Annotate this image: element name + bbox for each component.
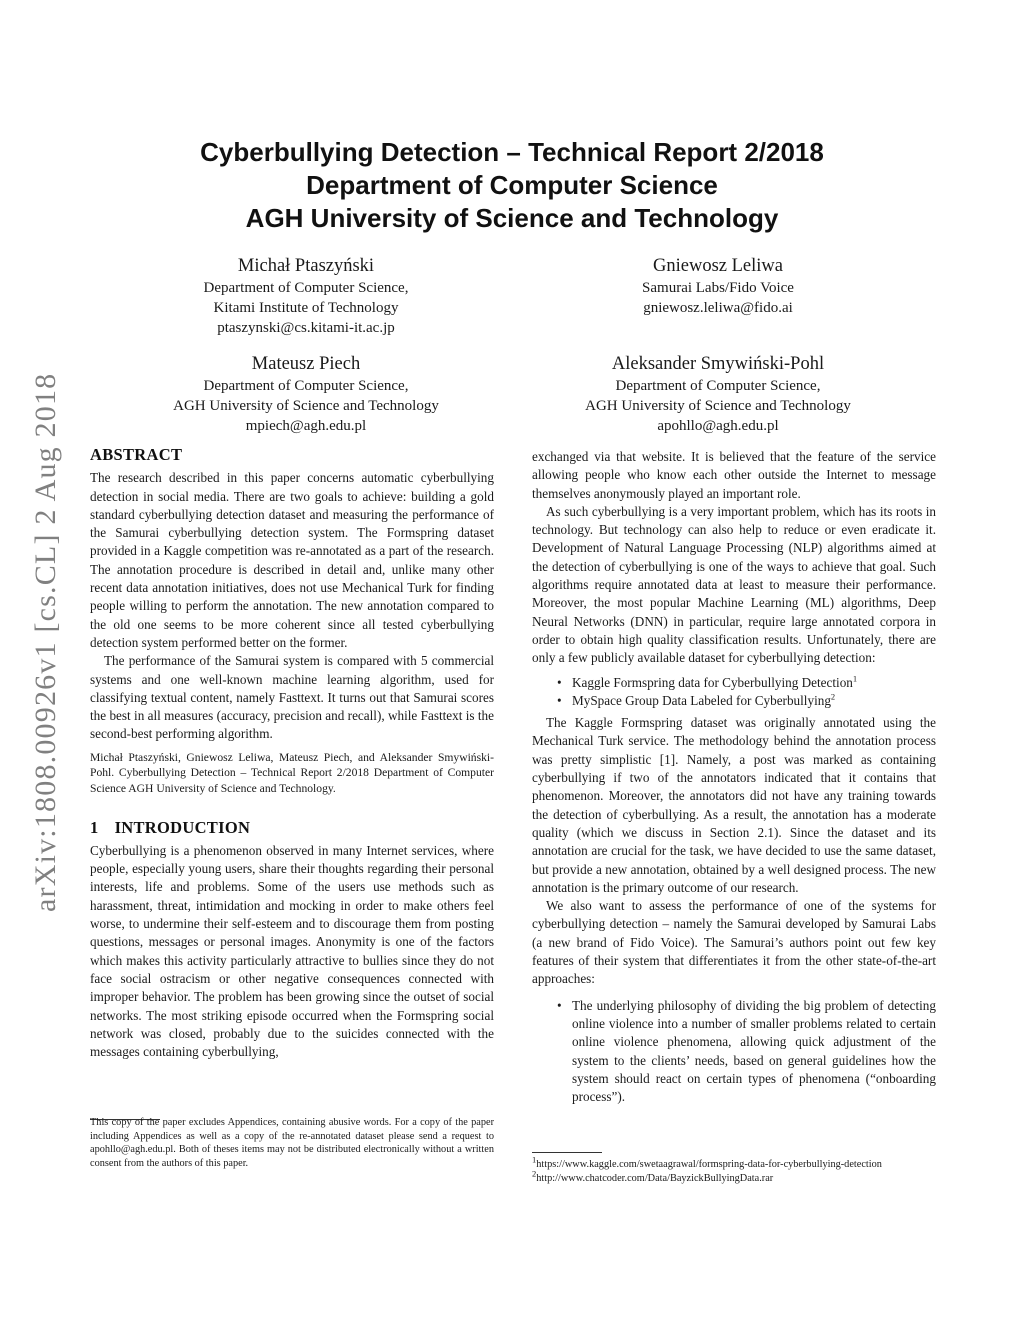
abstract-heading: ABSTRACT [90, 445, 183, 464]
footnote-link[interactable]: http://www.chatcoder.com/Data/BayzickBullyingData.rar [536, 1172, 774, 1184]
intro-paragraph: The Kaggle Formspring dataset was originally annotated using the Mechanical Turk service. The methodology behind the annotation process was pretty simplistic [1]. Namely, a post was marked as containing cyberbullying if two of the annotators indicated that it contains that phenomenon. Moreover, the annotators did not have any training towards the detection of cyberbullying. As a result, the annotation has a moderate quality (which we discuss in Section 2.1). Since the dataset and its annotation are crucial for the task, we have decided to use the same dataset, but provide a new annotation, obtained by a well designed process. The new annotation is the primary outcome of our research. [532, 715, 936, 895]
bullet-icon: • [557, 674, 562, 690]
footnote-copy-note: This copy of the paper excludes Appendices, containing abusive words. For a copy of the paper including Appendices as well as a copy of the re-annotated dataset please send a request to apohllo@agh.edu.pl. Both of theses items may not be distributed electronically without a written consent from the authors of this paper. [90, 1117, 494, 1169]
author-email[interactable]: mpiech@agh.edu.pl [245, 418, 367, 434]
abstract-paragraph: The performance of the Samurai system is compared with 5 commercial systems and one well-known machine learning algorithm, used for classifying textual content, namely Fasttext. It turns out that Samurai scores the best in all measures (accuracy, precision and recall), while Fasttext is the second-best performing algorithm. [90, 653, 494, 742]
paper-title [80, 136, 944, 235]
abstract-paragraph: The research described in this paper concerns automatic cyberbullying detection in social media. There are two goals to achieve: building a gold standard cyberbullying detection dataset and measuring the performance of the Samurai cyberbullying detection system. The Formspring dataset provided in a Kaggle competition was re-annotated as a part of the research. The annotation procedure is described in detail and, unlike many other recent data annotation initiatives, does not use Mechanical Turk for finding people willing to perform the annotation. The new annotation compared to the old one seems to be more coherent since all tested cyberbullying detection system performed better on the former. [90, 470, 494, 650]
right-column [532, 448, 936, 1106]
url-footnotes [532, 1154, 952, 1185]
section-title: INTRODUCTION [114, 817, 251, 837]
dataset-list [532, 674, 936, 711]
author-affiliation: Department of Computer Science, [615, 378, 821, 394]
author-affiliation: AGH University of Science and Technology [173, 398, 439, 414]
author-email[interactable]: gniewosz.leliwa@fido.ai [643, 300, 793, 316]
title-line-3: AGH University of Science and Technology [245, 203, 779, 233]
footnote-rule [532, 1152, 602, 1153]
footnote-ref[interactable]: 2 [830, 691, 836, 702]
footnote: $^1$https://www.kaggle.com/swetaagrawal/formspring-data-for-cyberbullying-detection [532, 1154, 882, 1170]
bullet-icon: • [557, 997, 562, 1013]
footnote: $^2$http://www.chatcoder.com/Data/BayzickBullyingData.rar [532, 1168, 774, 1184]
author-name: Aleksander Smywiński-Pohl [611, 354, 825, 374]
author-name: Mateusz Piech [251, 354, 361, 374]
section-heading-introduction [90, 819, 494, 837]
title-line-2: Department of Computer Science [306, 170, 718, 200]
acm-reference: Michał Ptaszyński, Gniewosz Leliwa, Mateusz Piech, and Aleksander Smywiński-Pohl. Cyberbullying Detection – Technical Report 2/2018 Department of Computer Science AGH University of Science and Technology. [90, 750, 494, 795]
intro-paragraph: As such cyberbullying is a very important problem, which has its roots in technology. But technology can also help to reduce or even eradicate it. Development of Natural Language Processing (NLP) algorithms aimed at the detection of cyberbullying is one of the ways to achieve that goal. Such algorithms require annotated data at least to measure their performance. Moreover, the most popular Machine Learning (ML) algorithms, Deep Neural Networks (DNN) in particular, require large annotated corpora in order to obtain high quality classification results. Unfortunately, there are only a few publicly available dataset for cyberbullying detection: [532, 503, 936, 666]
left-column [90, 446, 494, 1061]
author-affiliation: Department of Computer Science, [203, 280, 409, 296]
author-block-3 [86, 352, 526, 436]
author-email[interactable]: apohllo@agh.edu.pl [657, 418, 779, 434]
author-block-1 [86, 254, 526, 338]
author-block-4 [498, 352, 938, 436]
author-name: Michał Ptaszyński [237, 256, 375, 276]
intro-paragraph: exchanged via that website. It is believed that the feature of the service allowing people who know each other outside the Internet to message themselves anonymously played an important role. [532, 449, 936, 501]
author-name: Gniewosz Leliwa [653, 256, 783, 276]
section-number: 1 [90, 817, 99, 837]
intro-paragraph: Cyberbullying is a phenomenon observed in many Internet services, where people, especially young users, share their thoughts regarding their personal interests, life and problems. Some of the users use methods such as harassment, threat, intimidation and mocking in order to make others feel worse, to undermine their self-esteem and to discourage them from posting questions, messages or personal images. Anonymity is one of the factors which makes this activity particularly attractive to bullies since they do not face social ostracism or other negative consequences connected with improper behavior. The problem has been growing since the outset of social networks. The most striking episode occurred when the Formspring social network was closed, probably due to the suicides connected with the messages containing cyberbullying, [90, 842, 494, 1060]
list-item: • Kaggle Formspring data for Cyberbullying Detection$^1$ [532, 674, 936, 692]
author-affiliation: Samurai Labs/Fido Voice [642, 280, 794, 296]
intro-paragraph: We also want to assess the performance of one of the systems for cyberbullying detection – namely the Samurai developed by Samurai Labs (a new brand of Fido Voice). The Samurai’s authors point out few key features of their system that differentiates it from the other state-of-the-art approaches: [532, 898, 936, 987]
features-list [532, 997, 936, 1107]
list-item: • MySpace Group Data Labeled for Cyberbullying$^2$ [532, 692, 936, 710]
author-block-2 [498, 254, 938, 318]
bullet-icon: • [557, 692, 562, 708]
footnote-link[interactable]: https://www.kaggle.com/swetaagrawal/formspring-data-for-cyberbullying-detection [536, 1159, 882, 1170]
author-affiliation: AGH University of Science and Technology [585, 398, 851, 414]
title-line-1: Cyberbullying Detection – Technical Report 2/2018 [200, 137, 824, 167]
author-affiliation: Kitami Institute of Technology [213, 300, 399, 316]
author-email[interactable]: ptaszynski@cs.kitami-it.ac.jp [217, 320, 395, 336]
footnote-ref[interactable]: 1 [852, 673, 858, 684]
list-item: • The underlying philosophy of dividing the big problem of detecting online violence into a number of smaller problems related to certain online violence phenomena, allowing quick adjustment of the system to the clients’ needs, based on general guidelines how the system should react on certain types of phenomena (“onboarding process”). [557, 997, 936, 1105]
arxiv-stamp: arXiv:1808.00926v1 [cs.CL] 2 Aug 2018 [29, 372, 62, 912]
author-affiliation: Department of Computer Science, [203, 378, 409, 394]
